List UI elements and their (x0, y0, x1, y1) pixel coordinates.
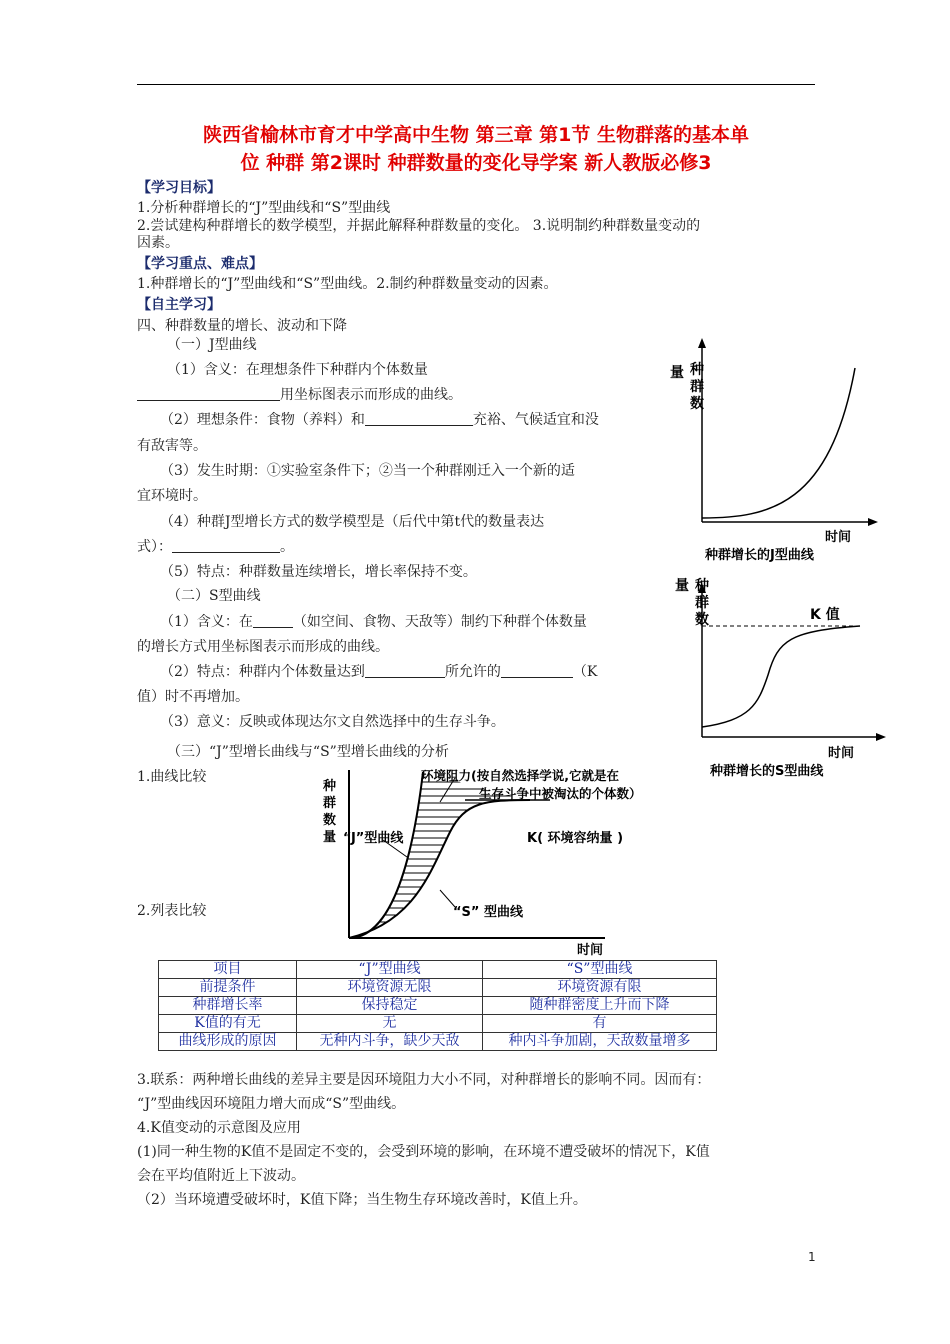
y-label-3: 群 (695, 595, 709, 611)
k-label: K 值 (810, 607, 840, 623)
table-cell: 前提条件 (159, 979, 297, 997)
x-axis-arrow (868, 518, 878, 526)
j-curve (702, 368, 855, 518)
goal-2: 2.尝试建构种群增长的数学模型，并据此解释种群数量的变化。 3.说明制约种群数量变动的 (137, 218, 701, 234)
table-cell: 保持稳定 (297, 997, 483, 1015)
para-4-1b: 会在平均值附近上下波动。 (137, 1168, 305, 1184)
y-axis-arrow (698, 338, 706, 348)
s1-line: （1）含义：在 （如空间、食物、天敌等）制约下种群个体数量 (160, 614, 587, 630)
x-axis-arrow (876, 733, 886, 741)
table-cell: 随种群密度上升而下降 (483, 997, 717, 1015)
j-curve (349, 772, 423, 938)
s-heading: （二）S型曲线 (167, 588, 261, 604)
s-curve (702, 626, 860, 727)
y-label-2: 群 (323, 796, 337, 811)
y-label-1: 量 (670, 365, 684, 381)
table-cell: “J”型曲线 (297, 961, 483, 979)
table-cell: 项目 (159, 961, 297, 979)
x-label: 时间 (828, 746, 855, 761)
compare-figure (315, 762, 642, 960)
table-row (159, 997, 717, 1015)
js-heading: （三）“J”型增长曲线与“S”型增长曲线的分析 (167, 744, 449, 760)
table-row (159, 1033, 717, 1051)
table-header (159, 961, 717, 979)
section-key: 【学习重点、难点】 (137, 256, 263, 272)
blank[interactable] (365, 663, 445, 678)
blank[interactable] (501, 663, 573, 678)
table-row (159, 979, 717, 997)
j1-line-a: （1）含义：在理想条件下种群内个体数量 (167, 362, 428, 378)
caption: 种群增长的J型曲线 (705, 548, 814, 563)
table-cell: K值的有无 (159, 1015, 297, 1033)
j3-line-a: （3）发生时期：①实验室条件下；②当一个种群刚迁入一个新的适 (160, 463, 575, 479)
document-title-line1: 陕西省榆林市育才中学高中生物 第三章 第1节 生物群落的基本单 (202, 124, 750, 146)
part4-heading: 四、种群数量的增长、波动和下降 (137, 318, 347, 334)
y-label-4: 数 (695, 612, 709, 628)
y-label-3: 群 (690, 379, 704, 395)
j-heading: （一）J型曲线 (167, 337, 257, 353)
y-label-2: 种 (695, 578, 709, 594)
blank[interactable] (253, 613, 293, 628)
table-cell: 无种内斗争，缺少天敌 (297, 1033, 483, 1051)
j1-line-b: 用坐标图表示而形成的曲线。 (137, 385, 462, 405)
table-cell: “S”型曲线 (483, 961, 717, 979)
key-text: 1.种群增长的“J”型曲线和“S”型曲线。2.制约种群数量变动的因素。 (137, 276, 558, 292)
document-title-line2: 位 种群 第2课时 种群数量的变化导学案 新人教版必修3 (240, 152, 712, 174)
table-cell: 有 (483, 1015, 717, 1033)
section-goals: 【学习目标】 (137, 180, 221, 196)
compare-1: 1.曲线比较 (137, 769, 207, 785)
s1-line-c: 的增长方式用坐标图表示而形成的曲线。 (137, 639, 389, 655)
y-label-4: 数 (690, 396, 704, 412)
goal-1: 1.分析种群增长的“J”型曲线和“S”型曲线 (137, 200, 391, 216)
s-curve-label: “S” 型曲线 (453, 905, 523, 920)
j-curve-figure (660, 330, 890, 565)
para-4: 4.K值变动的示意图及应用 (137, 1120, 301, 1136)
goal-2-cont: 因素。 (137, 235, 179, 251)
s3-line: （3）意义：反映或体现达尔文自然选择中的生存斗争。 (160, 714, 505, 730)
y-label-1: 量 (675, 578, 689, 594)
header-rule (137, 84, 815, 85)
table-row (159, 1015, 717, 1033)
y-label-4: 量 (323, 830, 337, 845)
table-cell: 环境资源无限 (297, 979, 483, 997)
table-cell: 种群增长率 (159, 997, 297, 1015)
j3-line-b: 宜环境时。 (137, 488, 207, 504)
s2-line: （2）特点：种群内个体数量达到 所允许的 （K (160, 664, 598, 680)
blank[interactable] (172, 538, 280, 553)
y-label-2: 种 (690, 362, 704, 378)
s2-line-d: 值）时不再增加。 (137, 689, 249, 705)
table-cell: 种内斗争加剧，天敌数量增多 (483, 1033, 717, 1051)
x-label: 时间 (577, 943, 604, 958)
table-cell: 无 (297, 1015, 483, 1033)
j-curve-label: “J”型曲线 (343, 831, 404, 846)
resistance-hatch (315, 782, 575, 929)
table-cell: 曲线形成的原因 (159, 1033, 297, 1051)
j2-line: （2）理想条件：食物（养料）和 充裕、气候适宜和没 (160, 412, 599, 428)
j5-line: （5）特点：种群数量连续增长，增长率保持不变。 (160, 564, 477, 580)
x-label: 时间 (825, 530, 852, 545)
j4-line-b: 式）： 。 (137, 539, 294, 555)
resistance-label-2: 生存斗争中被淘汰的个体数） (479, 786, 642, 801)
para-3b: “J”型曲线因环境阻力增大而成“S”型曲线。 (137, 1096, 406, 1112)
para-4-2: （2）当环境遭受破坏时，K值下降；当生物生存环境改善时，K值上升。 (137, 1192, 587, 1208)
blank[interactable] (365, 411, 473, 426)
section-self-study: 【自主学习】 (137, 297, 221, 313)
comparison-table (158, 960, 717, 1051)
caption: 种群增长的S型曲线 (710, 764, 824, 779)
y-label-1: 种 (323, 779, 337, 794)
y-label-3: 数 (323, 813, 337, 828)
para-3a: 3.联系：两种增长曲线的差异主要是因环境阻力大小不同，对种群增长的影响不同。因而有： (137, 1072, 711, 1088)
k-note: K( 环境容纳量 ) (527, 831, 624, 846)
compare-2: 2.列表比较 (137, 903, 207, 919)
para-4-1a: (1)同一种生物的K值不是固定不变的，会受到环境的影响，在环境不遭受破坏的情况下，K值 (137, 1144, 710, 1160)
j4-line-a: （4）种群J型增长方式的数学模型是（后代中第t代的数量表达 (160, 514, 545, 530)
page-number: 1 (808, 1250, 816, 1264)
resistance-label-1: 环境阻力(按自然选择学说,它就是在 (421, 768, 619, 783)
s-curve-figure (660, 565, 890, 780)
table-cell: 环境资源有限 (483, 979, 717, 997)
j2-line-c: 有敌害等。 (137, 438, 207, 454)
blank[interactable] (137, 386, 280, 401)
